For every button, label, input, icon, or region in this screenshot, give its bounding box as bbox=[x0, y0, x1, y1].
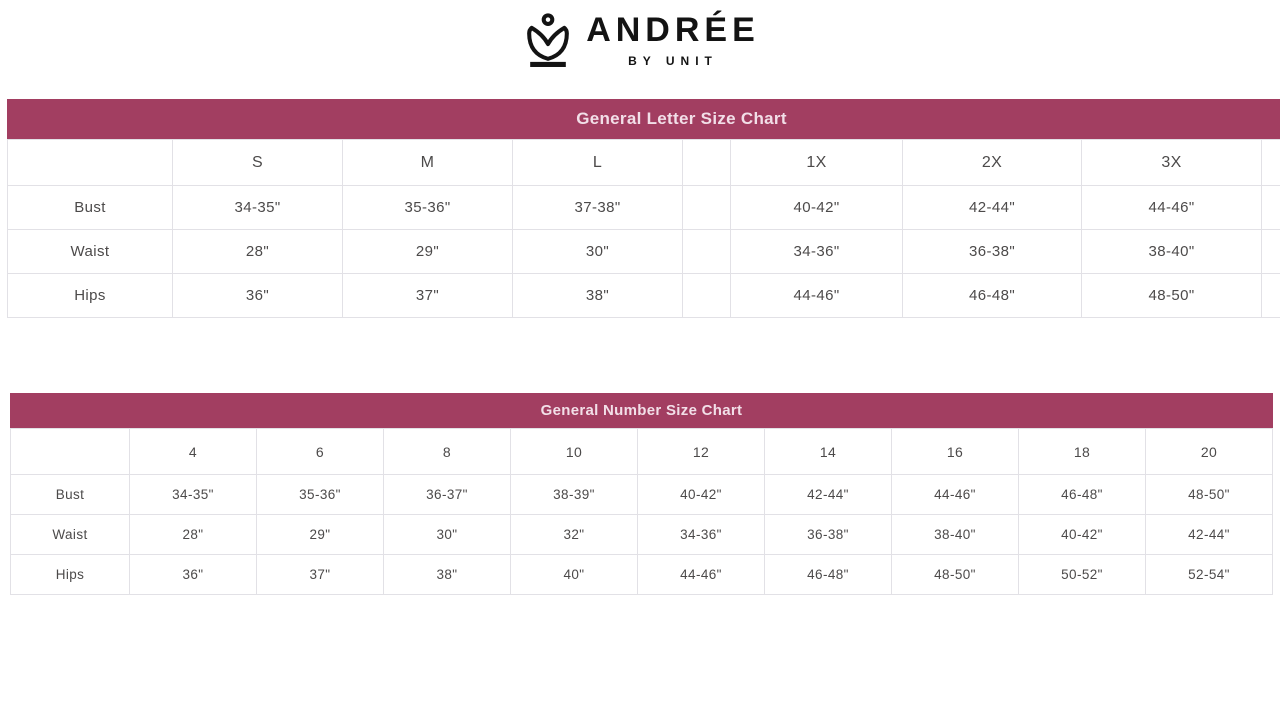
measurement-value-cell: 35-36" bbox=[257, 475, 384, 515]
empty-header-cell bbox=[1262, 140, 1280, 186]
brand-wordmark bbox=[586, 13, 760, 68]
measurement-value-cell: 46-48" bbox=[1019, 475, 1146, 515]
measurement-value-cell: 36-37" bbox=[384, 475, 511, 515]
size-column-header: 12 bbox=[638, 429, 765, 475]
measurement-row bbox=[8, 230, 1280, 274]
measurement-value-cell: 42-44" bbox=[903, 186, 1082, 230]
size-column-header: 14 bbox=[765, 429, 892, 475]
measurement-value-cell: 48-50" bbox=[1146, 475, 1273, 515]
empty-cell bbox=[683, 230, 731, 274]
measurement-value-cell: 29" bbox=[343, 230, 513, 274]
measurement-row bbox=[11, 475, 1273, 515]
measurement-value-cell: 44-46" bbox=[731, 274, 903, 318]
number-size-chart-table bbox=[10, 393, 1273, 595]
measurement-value-cell: 40" bbox=[511, 555, 638, 595]
table-title: General Number Size Chart bbox=[10, 393, 1273, 428]
measurement-value-cell: 38" bbox=[384, 555, 511, 595]
measurement-value-cell: 29" bbox=[257, 515, 384, 555]
measurement-row bbox=[8, 186, 1280, 230]
size-column-header: 2X bbox=[903, 140, 1082, 186]
measurement-value-cell: 50-52" bbox=[1019, 555, 1146, 595]
measurement-value-cell: 34-35" bbox=[130, 475, 257, 515]
measurement-value-cell: 42-44" bbox=[1146, 515, 1273, 555]
measurement-value-cell: 42-44" bbox=[765, 475, 892, 515]
size-column-header: 1X bbox=[731, 140, 903, 186]
measurement-value-cell: 52-54" bbox=[1146, 555, 1273, 595]
empty-header-cell bbox=[8, 140, 173, 186]
brand-header bbox=[0, 0, 1280, 68]
measurement-value-cell: 48-50" bbox=[1082, 274, 1262, 318]
size-column-header: 10 bbox=[511, 429, 638, 475]
measurement-value-cell: 36-38" bbox=[903, 230, 1082, 274]
measurement-row bbox=[8, 274, 1280, 318]
measurement-value-cell: 36-38" bbox=[765, 515, 892, 555]
measurement-label: Bust bbox=[8, 186, 173, 230]
measurement-value-cell: 44-46" bbox=[892, 475, 1019, 515]
size-header-row bbox=[11, 429, 1273, 475]
letter-size-chart-wrapper bbox=[0, 99, 1280, 318]
size-header-row bbox=[8, 140, 1280, 186]
measurement-value-cell: 40-42" bbox=[638, 475, 765, 515]
brand-logo bbox=[520, 13, 760, 68]
size-column-header: 8 bbox=[384, 429, 511, 475]
measurement-value-cell: 37" bbox=[257, 555, 384, 595]
brand-name: ANDRÉE bbox=[586, 11, 760, 49]
measurement-row bbox=[11, 555, 1273, 595]
measurement-value-cell: 48-50" bbox=[892, 555, 1019, 595]
size-column-header: 16 bbox=[892, 429, 1019, 475]
brand-tagline: BY UNIT bbox=[628, 54, 718, 68]
empty-header-cell bbox=[683, 140, 731, 186]
measurement-value-cell: 32" bbox=[511, 515, 638, 555]
empty-cell bbox=[1262, 186, 1280, 230]
size-column-header: 4 bbox=[130, 429, 257, 475]
measurement-value-cell: 34-35" bbox=[173, 186, 343, 230]
measurement-label: Waist bbox=[8, 230, 173, 274]
measurement-value-cell: 37-38" bbox=[513, 186, 683, 230]
empty-cell bbox=[1262, 230, 1280, 274]
number-size-chart-wrapper bbox=[0, 318, 1280, 595]
measurement-value-cell: 38" bbox=[513, 274, 683, 318]
measurement-label: Hips bbox=[8, 274, 173, 318]
empty-header-cell bbox=[11, 429, 130, 475]
measurement-value-cell: 40-42" bbox=[1019, 515, 1146, 555]
letter-size-chart-table bbox=[7, 99, 1280, 318]
measurement-value-cell: 38-39" bbox=[511, 475, 638, 515]
measurement-value-cell: 44-46" bbox=[638, 555, 765, 595]
measurement-value-cell: 35-36" bbox=[343, 186, 513, 230]
measurement-value-cell: 38-40" bbox=[892, 515, 1019, 555]
measurement-value-cell: 34-36" bbox=[638, 515, 765, 555]
size-column-header: 3X bbox=[1082, 140, 1262, 186]
size-column-header: L bbox=[513, 140, 683, 186]
measurement-row bbox=[11, 515, 1273, 555]
measurement-value-cell: 28" bbox=[173, 230, 343, 274]
table-title: General Letter Size Chart bbox=[7, 99, 1280, 139]
measurement-value-cell: 37" bbox=[343, 274, 513, 318]
measurement-value-cell: 40-42" bbox=[731, 186, 903, 230]
measurement-value-cell: 36" bbox=[173, 274, 343, 318]
measurement-value-cell: 28" bbox=[130, 515, 257, 555]
size-column-header: M bbox=[343, 140, 513, 186]
measurement-label: Hips bbox=[11, 555, 130, 595]
size-column-header: 20 bbox=[1146, 429, 1273, 475]
measurement-value-cell: 46-48" bbox=[765, 555, 892, 595]
measurement-value-cell: 30" bbox=[513, 230, 683, 274]
empty-cell bbox=[1262, 274, 1280, 318]
measurement-label: Waist bbox=[11, 515, 130, 555]
measurement-value-cell: 30" bbox=[384, 515, 511, 555]
empty-cell bbox=[683, 274, 731, 318]
empty-cell bbox=[683, 186, 731, 230]
size-column-header: S bbox=[173, 140, 343, 186]
size-column-header: 18 bbox=[1019, 429, 1146, 475]
measurement-value-cell: 44-46" bbox=[1082, 186, 1262, 230]
size-column-header: 6 bbox=[257, 429, 384, 475]
measurement-value-cell: 38-40" bbox=[1082, 230, 1262, 274]
measurement-label: Bust bbox=[11, 475, 130, 515]
tulip-icon bbox=[520, 13, 576, 67]
measurement-value-cell: 46-48" bbox=[903, 274, 1082, 318]
measurement-value-cell: 36" bbox=[130, 555, 257, 595]
measurement-value-cell: 34-36" bbox=[731, 230, 903, 274]
